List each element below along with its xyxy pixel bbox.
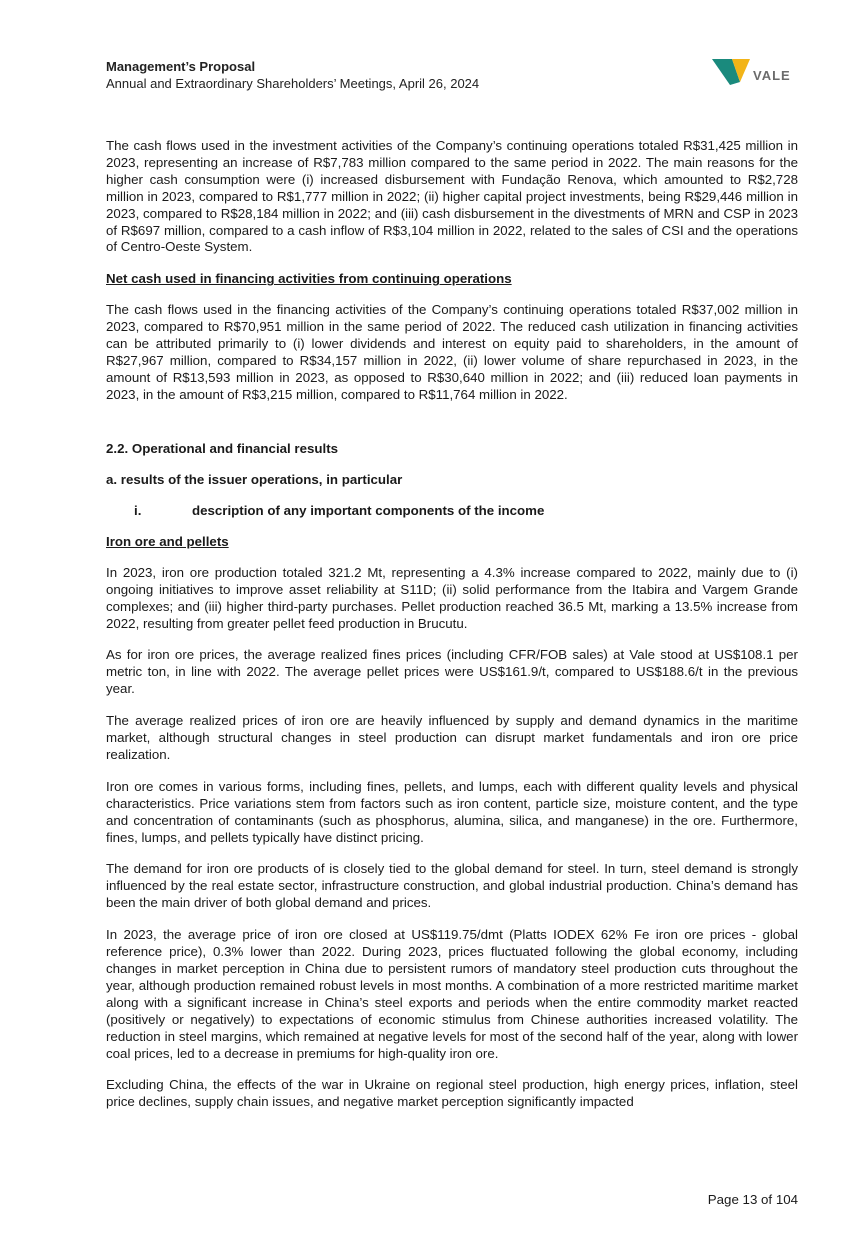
paragraph: The demand for iron ore products of is closely tied to the global demand for steel. In turn, steel demand is strongly influenced by the real estate sector, infrastructure construction, and global industrial production. China’s demand has been the main driver of both global demand and prices. (106, 861, 798, 911)
paragraph: In 2023, the average price of iron ore closed at US$119.75/dmt (Platts IODEX 62% Fe iron ore prices - global reference price), 0.3% lower than 2022. During 2023, prices fluctuated following the global economy, including changes in market perception in China due to persistent rumors of mandatory steel production cuts throughout the year, although production remained robust levels in most months. A combination of a more restricted maritime market along with a significant increase in China’s steel exports and periods when the entire commodity market reacted (positively or negatively) to expectations of economic stimulus from Chinese authorities increased volatility. The reduction in steel margins, which remained at negative levels for most of the second half of the year, along with lower coal prices, led to a decrease in premiums for high-quality iron ore. (106, 927, 798, 1061)
paragraph: Iron ore comes in various forms, including fines, pellets, and lumps, each with different quality levels and physical characteristics. Price variations stem from factors such as iron content, particle size, moisture content, and the type and concentration of contaminants (such as phosphorus, alumina, silica, and manganese) in the ore. Furthermore, fines, lumps, and pellets typically have distinct pricing. (106, 778, 798, 845)
document-title: Management’s Proposal (106, 59, 256, 74)
section-heading: 2.2. Operational and financial results (106, 440, 339, 456)
spacer (106, 419, 798, 441)
paragraph: In 2023, iron ore production totaled 321.2 Mt, representing a 4.3% increase compared to 2022, mainly due to (i) ongoing initiatives to improve asset reliability at S11D; (ii) solid performance from the Itabira and Vargem Grande complexes; and (iii) higher third-party purchases. Pellet production reached 36.5 Mt, marking a 13.5% increase from 2022, resulting from greater pellet feed production in Brucutu. (106, 564, 798, 631)
paragraph: Excluding China, the effects of the war in Ukraine on regional steel production, high energy prices, inflation, steel price declines, supply chain issues, and negative market perception significantly impacted (106, 1077, 798, 1110)
paragraph: As for iron ore prices, the average realized fines prices (including CFR/FOB sales) at Vale stood at US$108.1 per metric ton, in line with 2022. The average pellet prices were US$161.9/t, compared to US$188.6/t in the previous year. (106, 647, 798, 697)
iron-ore-heading: Iron ore and pellets (106, 533, 229, 549)
subsection-heading: a. results of the issuer operations, in particular (106, 471, 403, 487)
logo-text: VALE (753, 68, 791, 83)
document-subtitle: Annual and Extraordinary Shareholders’ Meetings, April 26, 2024 (106, 76, 480, 91)
financing-paragraph: The cash flows used in the financing activities of the Company’s continuing operations totaled R$37,002 million in 2023, compared to R$70,951 million in the same period of 2022. The reduced cash utilization in financing activities can be attributed primarily to (i) lower dividends and interest on equity paid to shareholders, in the amount of R$27,967 million, compared to R$34,157 million in 2022, (ii) lower volume of share repurchased in 2023, in the amount of R$13,593 million in 2023, as opposed to R$30,640 million in 2022; and (iii) reduced loan payments in 2023, in the amount of R$3,215 million, compared to R$11,764 million in 2022. (106, 302, 798, 402)
investing-paragraph: The cash flows used in the investment activities of the Company’s continuing operations totaled R$31,425 million in 2023, representing an increase of R$7,783 million compared to the same period in 2022. The main reasons for the higher cash consumption were (i) increased disbursement with Fundação Renova, which amounted to R$2,728 million in 2023, compared to R$1,777 million in 2022; (ii) higher capital project investments, being R$29,446 million in 2023, compared to R$28,184 million in 2022; and (iii) cash disbursement in the divestments of MRN and CSP in 2023 of R$697 million, compared to a cash inflow of R$3,104 million in 2022, related to the sales of CSI and the operations of Centro-Oeste System. (106, 138, 798, 255)
page-number: Page 13 of 104 (707, 1192, 798, 1207)
financing-heading: Net cash used in financing activities from continuing operations (106, 271, 512, 287)
list-item-title: description of any important components of the income (192, 502, 545, 518)
list-item-heading (106, 503, 798, 518)
paragraph: The average realized prices of iron ore are heavily influenced by supply and demand dynamics in the maritime market, although structural changes in steel production can disrupt market fundamentals and iron ore price realization. (106, 713, 798, 762)
list-item-number: i. (134, 502, 142, 518)
document-body (106, 138, 798, 1126)
